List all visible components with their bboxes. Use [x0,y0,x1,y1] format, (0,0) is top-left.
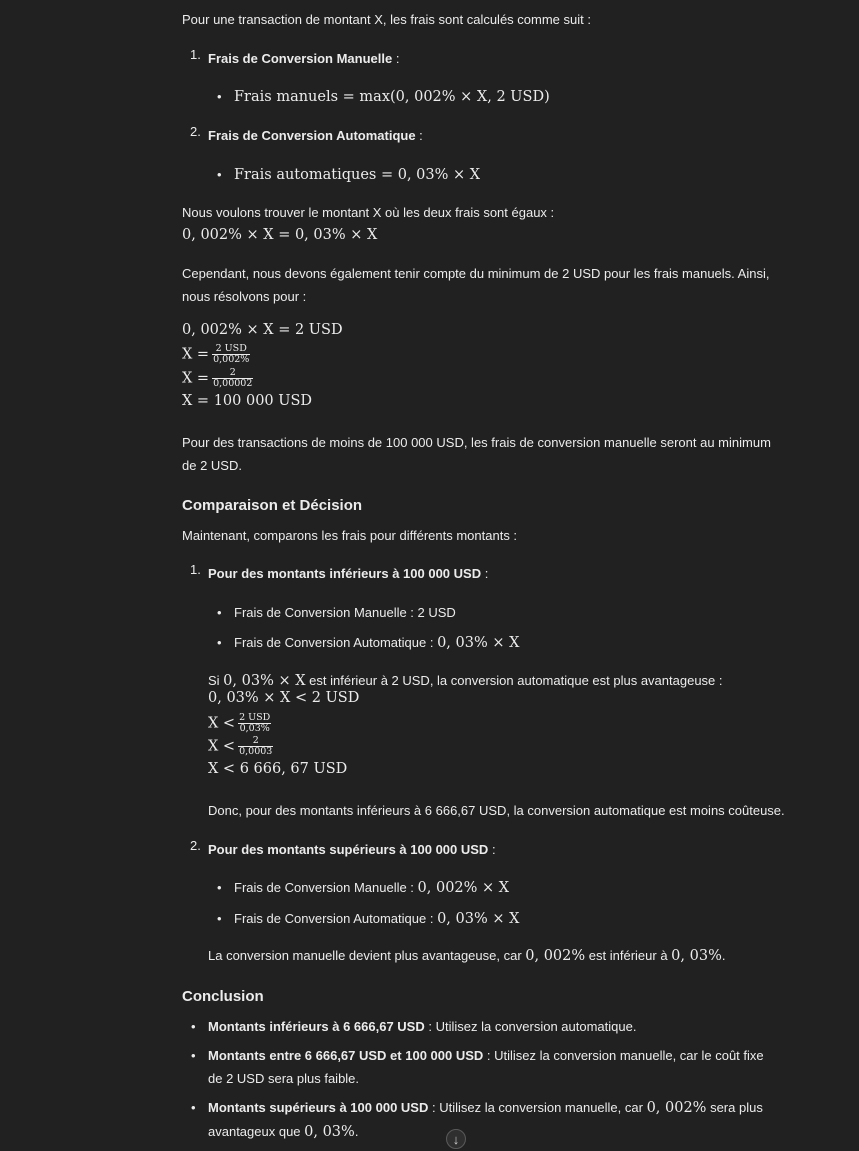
conclusion-list [182,1015,772,1144]
list-number: 1. [190,47,201,62]
list-number: 2. [190,838,201,853]
item-math: 0, 002% [646,1100,707,1116]
solve-eq-4: X = 100 000 USD [182,393,313,409]
item-bold: Montants supérieurs à 100 000 USD [208,1100,429,1115]
case-1-conclusion: Donc, pour des montants inférieurs à 6 666,67 USD, la conversion automatique est moins coûteuse. [208,803,785,818]
find-text: Nous voulons trouver le montant X où les deux frais sont égaux : [182,205,555,220]
item-suffix: : [488,842,496,857]
formula: Frais manuels = max(0, 002% × X, 2 USD) [234,89,550,105]
numerator: 2 [212,368,253,379]
manual-fee-formula [208,85,768,109]
list-number: 2. [190,124,201,139]
bullet-math: 0, 03% × X [437,911,520,927]
numerator: 2 [238,736,273,747]
case-1-eq-4: X < 6 666, 67 USD [208,761,348,777]
list-number: 1. [190,562,201,577]
auto-fee-formula [208,163,768,187]
conclusion-item-1 [182,1015,772,1038]
solve-eq-1: 0, 002% × X = 2 USD [182,322,343,338]
eq-lhs: X < [208,738,236,755]
fraction [212,368,253,389]
case-2-bullets [208,876,768,931]
text: La conversion manuelle devient plus avantageuse, car [208,948,526,963]
text: est inférieur à [585,948,672,963]
numerator: 2 USD [212,344,250,355]
bullet-math: 0, 002% × X [417,880,510,896]
case-1-bullets [208,601,768,655]
below-text: Pour des transactions de moins de 100 000 USD, les frais de conversion manuelle seront au minimum de 2 USD. [182,435,771,473]
case-1-eq-2 [208,713,271,734]
bullet-manual [208,876,768,900]
denominator: 0,03% [239,723,270,734]
arrow-down-icon: ↓ [452,1131,460,1147]
item-text: : Utilisez la conversion automatique. [424,1019,637,1034]
item-text: sera plus avantageux que [208,1100,763,1139]
find-equation: 0, 002% × X = 0, 03% × X [182,227,378,243]
bullet-auto [208,907,768,931]
intro-text: Pour une transaction de montant X, les frais sont calculés comme suit : [182,12,591,27]
however-text: Cependant, nous devons également tenir compte du minimum de 2 USD pour les frais manuels. Ainsi, nous résolvons pour : [182,266,770,304]
item-suffix: : [415,128,423,143]
compare-intro: Maintenant, comparons les frais pour différents montants : [182,528,518,543]
eq-lhs: X < [208,715,236,732]
fraction [238,713,271,734]
item-bold: Montants entre 6 666,67 USD et 100 000 USD [208,1048,484,1063]
item-text: : Utilisez la conversion manuelle, car le coût fixe de 2 USD sera plus faible. [208,1048,764,1086]
item-suffix: : [392,51,400,66]
solve-eq-3 [182,368,253,389]
bullet-text: Frais de Conversion Manuelle : [234,880,418,895]
eq-lhs: X = [182,370,210,387]
denominator: 0,0003 [239,746,273,757]
bullet-auto [208,631,768,655]
conclusion-item-3 [182,1096,772,1144]
solve-eq-2 [182,344,250,365]
section-heading-comparison: Comparaison et Décision [182,497,363,514]
item-text: . [354,1124,359,1139]
denominator: 0,002% [213,354,250,365]
item-title: Pour des montants supérieurs à 100 000 USD [208,842,489,857]
item-bold: Montants inférieurs à 6 666,67 USD [208,1019,425,1034]
section-heading-conclusion: Conclusion [182,988,264,1005]
item-title: Frais de Conversion Automatique [208,128,416,143]
fraction [238,736,273,757]
text: est inférieur à 2 USD, la conversion automatique est plus avantageuse : [305,673,723,688]
scroll-to-bottom-button[interactable] [446,1129,466,1149]
numerator: 2 USD [239,712,271,723]
bullet-math: 0, 03% × X [437,635,520,651]
denominator: 0,00002 [213,378,253,389]
bullet-manual [208,601,768,624]
math: 0, 03% × X [223,673,306,689]
eq-lhs: X = [182,346,210,363]
case-1-eq-1: 0, 03% × X < 2 USD [208,690,360,706]
math: 0, 03% [671,948,722,964]
case-1-eq-3 [208,736,273,757]
bullet-text: Frais de Conversion Automatique : [234,911,438,926]
item-title: Frais de Conversion Manuelle [208,51,393,66]
item-text: : Utilisez la conversion manuelle, car [428,1100,647,1115]
bullet-text: Frais de Conversion Manuelle : 2 USD [234,605,456,620]
item-math: 0, 03% [304,1124,355,1140]
math: 0, 002% [525,948,586,964]
item-title: Pour des montants inférieurs à 100 000 USD [208,566,482,581]
text: . [721,948,726,963]
item-suffix: : [481,566,489,581]
conclusion-item-2 [182,1044,772,1090]
fraction [212,344,250,365]
case-2-note [208,944,725,968]
text: Si [208,673,224,688]
formula: Frais automatiques = 0, 03% × X [234,167,481,183]
bullet-text: Frais de Conversion Automatique : [234,635,438,650]
